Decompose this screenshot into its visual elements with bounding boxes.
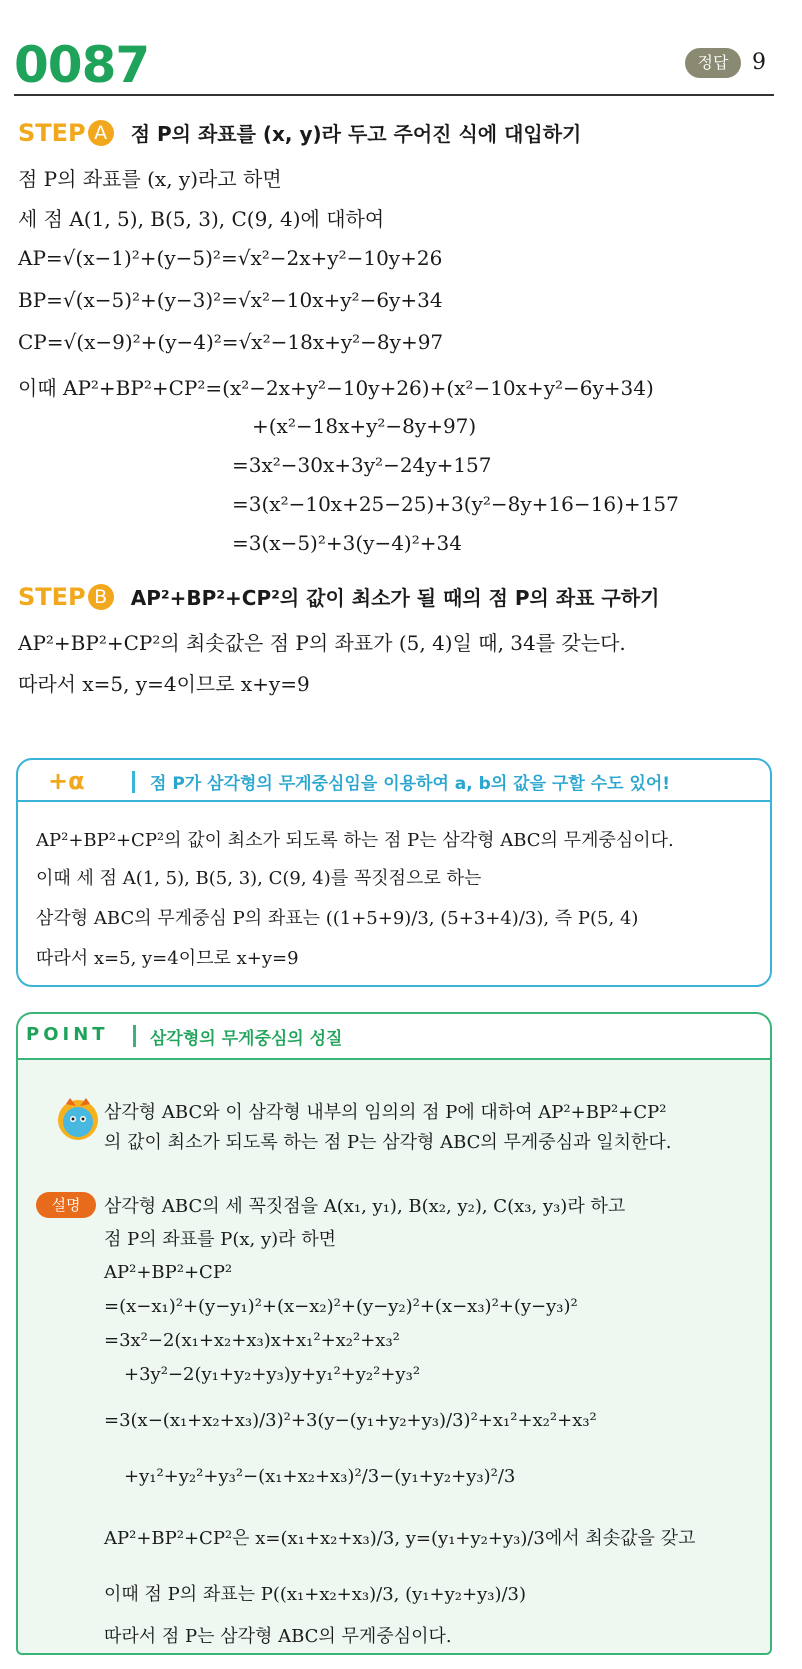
explain-badge: 설명 xyxy=(36,1192,96,1218)
alpha-title: 점 P가 삼각형의 무게중심임을 이용하여 a, b의 값을 구할 수도 있어! xyxy=(150,774,671,794)
alpha-title-bar xyxy=(132,771,135,793)
step-b-line: AP²+BP²+CP²의 최솟값은 점 P의 좌표가 (5, 4)일 때, 34를 갖는다. xyxy=(18,631,626,655)
plus-alpha-icon: +α xyxy=(48,767,85,795)
explain-line: =3(x−(x₁+x₂+x₃)/3)²+3(y−(y₁+y₂+y₃)/3)²+x₁²+x₂²+x₃² xyxy=(104,1410,597,1431)
step-a-line: 세 점 A(1, 5), B(5, 3), C(9, 4)에 대하여 xyxy=(18,207,385,231)
step-b-line: 따라서 x=5, y=4이므로 x+y=9 xyxy=(18,672,310,696)
step-a-line: CP=√(x−9)²+(y−4)²=√x²−18x+y²−8y+97 xyxy=(18,330,444,354)
point-label: POINT xyxy=(26,1024,109,1045)
step-a-line: 이때 AP²+BP²+CP²=(x²−2x+y²−10y+26)+(x²−10x+y²−6y+34) xyxy=(18,376,654,400)
step-a-line: =3(x−5)²+3(y−4)²+34 xyxy=(232,531,462,555)
header-divider xyxy=(14,94,774,96)
explain-line: AP²+BP²+CP² xyxy=(104,1262,233,1283)
alpha-line: AP²+BP²+CP²의 값이 최소가 되도록 하는 점 P는 삼각형 ABC의 무게중심이다. xyxy=(36,830,674,851)
step-a-line: =3(x²−10x+25−25)+3(y²−8y+16−16)+157 xyxy=(232,492,679,516)
explain-line: +y₁²+y₂²+y₃²−(x₁+x₂+x₃)²/3−(y₁+y₂+y₃)²/3 xyxy=(124,1466,516,1487)
mascot-icon xyxy=(52,1092,104,1144)
point-statement: 의 값이 최소가 되도록 하는 점 P는 삼각형 ABC의 무게중심과 일치한다. xyxy=(104,1132,672,1153)
explain-line: 따라서 점 P는 삼각형 ABC의 무게중심이다. xyxy=(104,1626,452,1647)
alpha-line: 따라서 x=5, y=4이므로 x+y=9 xyxy=(36,948,299,969)
explain-line: =(x−x₁)²+(y−y₁)²+(x−x₂)²+(y−y₂)²+(x−x₃)²+(y−y₃)² xyxy=(104,1296,578,1317)
step-b-title: AP²+BP²+CP²의 값이 최소가 될 때의 점 P의 좌표 구하기 xyxy=(130,586,660,610)
alpha-divider xyxy=(16,800,772,802)
explain-line: 삼각형 ABC의 세 꼭짓점을 A(x₁, y₁), B(x₂, y₂), C(x₃, y₃)라 하고 xyxy=(104,1196,626,1217)
alpha-line: 이때 세 점 A(1, 5), B(5, 3), C(9, 4)를 꼭짓점으로 하는 xyxy=(36,868,482,889)
step-a-line: BP=√(x−5)²+(y−3)²=√x²−10x+y²−6y+34 xyxy=(18,288,443,312)
step-b-letter: B xyxy=(88,584,114,610)
point-title: 삼각형의 무게중심의 성질 xyxy=(150,1029,343,1049)
alpha-line: 삼각형 ABC의 무게중심 P의 좌표는 ((1+5+9)/3, (5+3+4)/3), 즉 P(5, 4) xyxy=(36,908,639,929)
step-a-line: =3x²−30x+3y²−24y+157 xyxy=(232,453,492,477)
step-a-letter: A xyxy=(88,120,114,146)
point-header-frame xyxy=(16,1012,772,1058)
explain-line: =3x²−2(x₁+x₂+x₃)x+x₁²+x₂²+x₃² xyxy=(104,1330,400,1351)
explain-line: +3y²−2(y₁+y₂+y₃)y+y₁²+y₂²+y₃² xyxy=(124,1364,421,1385)
answer-value: 9 xyxy=(752,50,766,75)
problem-number: 0087 xyxy=(14,36,150,94)
explain-line: 이때 점 P의 좌표는 P((x₁+x₂+x₃)/3, (y₁+y₂+y₃)/3) xyxy=(104,1584,527,1605)
step-a-line: 점 P의 좌표를 (x, y)라고 하면 xyxy=(18,167,282,191)
point-statement: 삼각형 ABC와 이 삼각형 내부의 임의의 점 P에 대하여 AP²+BP²+CP² xyxy=(104,1102,667,1123)
step-a-label: STEP xyxy=(18,119,86,147)
step-b-heading xyxy=(18,582,659,611)
answer-badge: 정답 xyxy=(685,48,741,78)
step-a-line: AP=√(x−1)²+(y−5)²=√x²−2x+y²−10y+26 xyxy=(18,246,443,270)
step-a-line: +(x²−18x+y²−8y+97) xyxy=(252,414,477,438)
step-b-label: STEP xyxy=(18,583,86,611)
point-title-bar xyxy=(133,1025,136,1047)
step-a-heading xyxy=(18,118,581,147)
explain-line: 점 P의 좌표를 P(x, y)라 하면 xyxy=(104,1229,337,1250)
explain-line: AP²+BP²+CP²은 x=(x₁+x₂+x₃)/3, y=(y₁+y₂+y₃)/3에서 최솟값을 갖고 xyxy=(104,1528,696,1549)
step-a-title: 점 P의 좌표를 (x, y)라 두고 주어진 식에 대입하기 xyxy=(130,122,582,146)
